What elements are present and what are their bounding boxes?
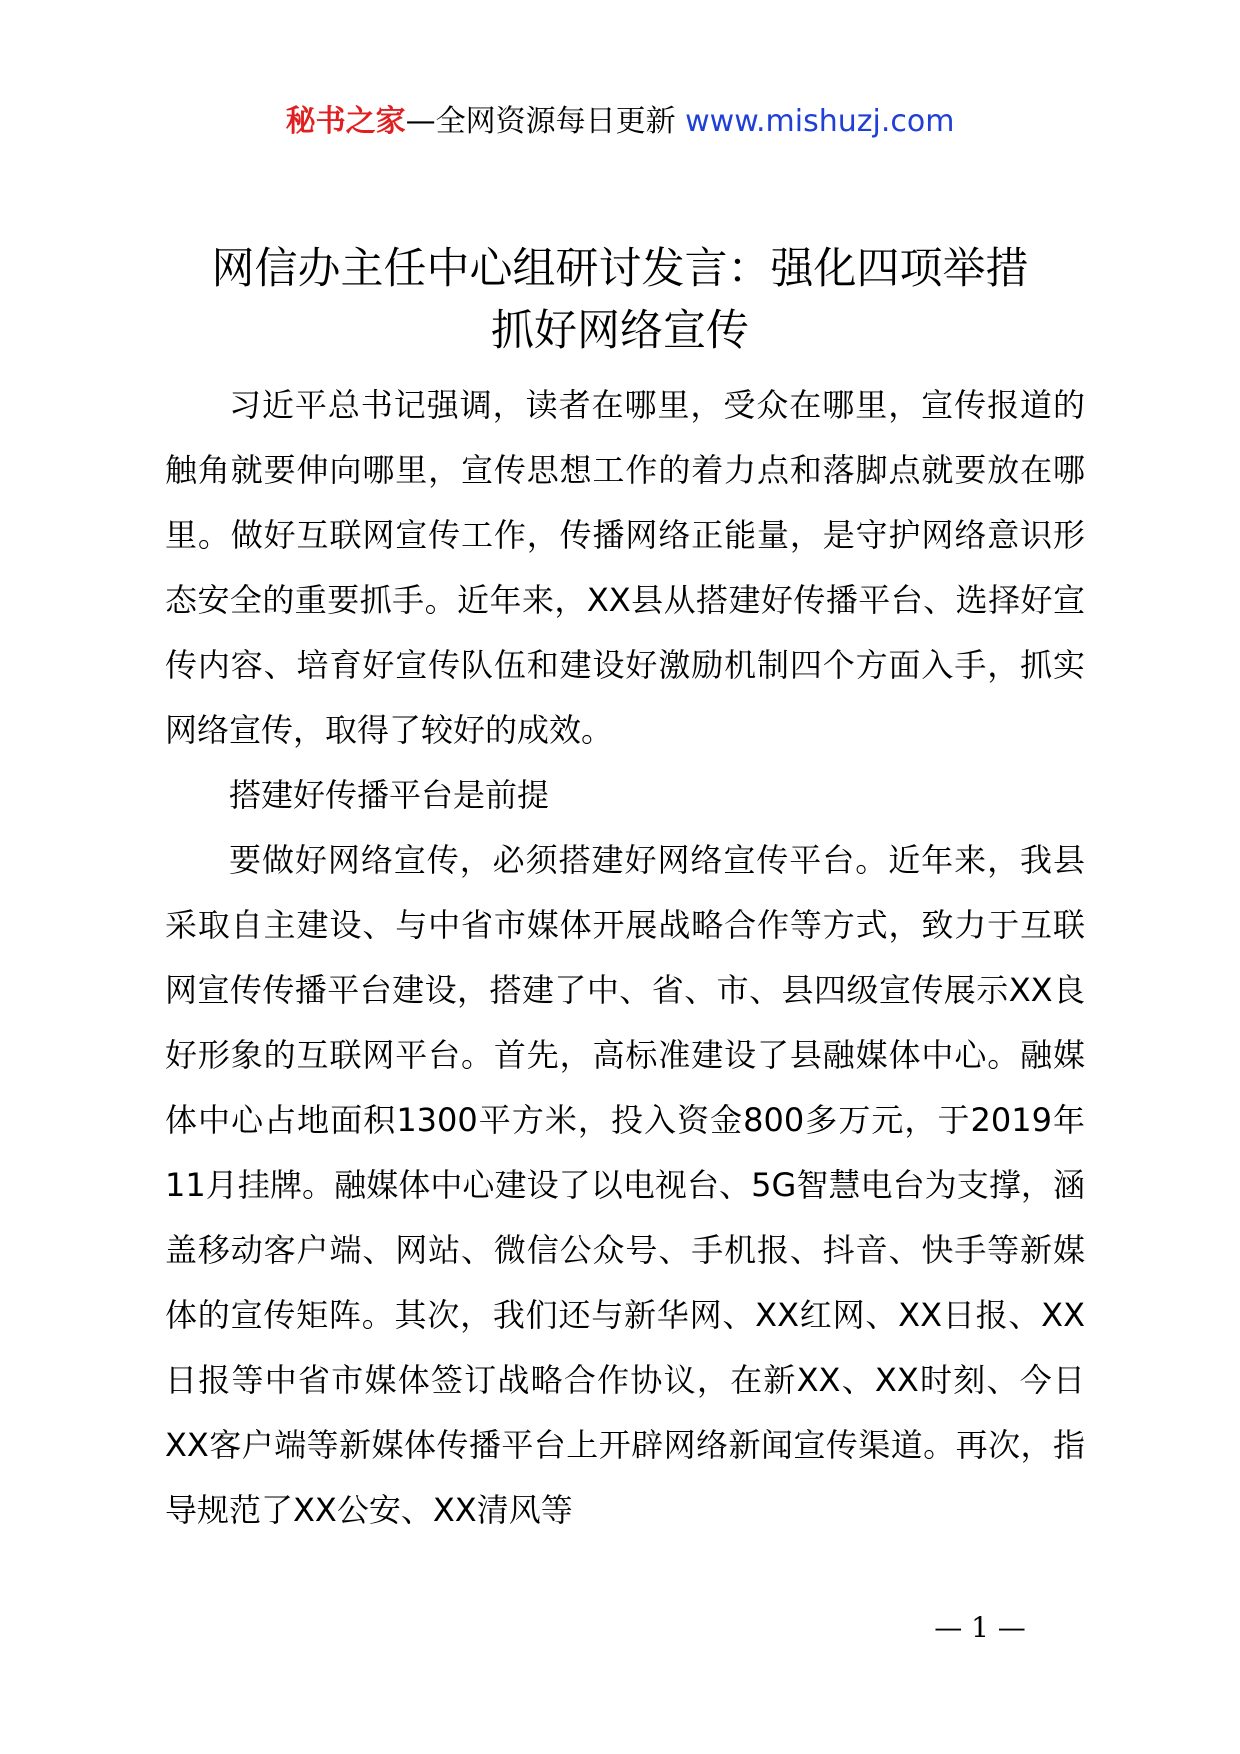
body-paragraph: 习近平总书记强调，读者在哪里，受众在哪里，宣传报道的触角就要伸向哪里，宣传思想工作的着力点和落脚点就要放在哪里。做好互联网宣传工作，传播网络正能量，是守护网络意识形态安全的重要抓手。近年来，XX县从搭建好传播平台、选择好宣传内容、培育好宣传队伍和建设好激励机制四个方面入手，抓实网络宣传，取得了较好的成效。 <box>165 386 1085 749</box>
page-footer <box>0 1610 1240 1646</box>
section-heading: 搭建好传播平台是前提 <box>229 776 550 814</box>
document-title <box>150 238 1090 362</box>
document-title-line-2: 抓好网络宣传 <box>491 306 749 356</box>
site-url-link[interactable]: www.mishuzj.com <box>685 104 955 139</box>
page-number: — 1 — <box>934 1611 1026 1644</box>
document-title-line-1: 网信办主任中心组研讨发言：强化四项举措 <box>211 244 1029 294</box>
site-tagline: —全网资源每日更新 <box>405 104 676 139</box>
site-header <box>0 100 1240 144</box>
document-body <box>165 373 1085 1543</box>
body-paragraph: 要做好网络宣传，必须搭建好网络宣传平台。近年来，我县采取自主建设、与中省市媒体开展战略合作等方式，致力于互联网宣传传播平台建设，搭建了中、省、市、县四级宣传展示XX良好形象的互联网平台。首先，高标准建设了县融媒体中心。融媒体中心占地面积1300平方米，投入资金800多万元，于2019年11月挂牌。融媒体中心建设了以电视台、5G智慧电台为支撑，涵盖移动客户端、网站、微信公众号、手机报、抖音、快手等新媒体的宣传矩阵。其次，我们还与新华网、XX红网、XX日报、XX日报等中省市媒体签订战略合作协议，在新XX、XX时刻、今日XX客户端等新媒体传播平台上开辟网络新闻宣传渠道。再次，指导规范了XX公安、XX清风等 <box>165 841 1085 1529</box>
site-brand: 秘书之家 <box>285 104 406 139</box>
